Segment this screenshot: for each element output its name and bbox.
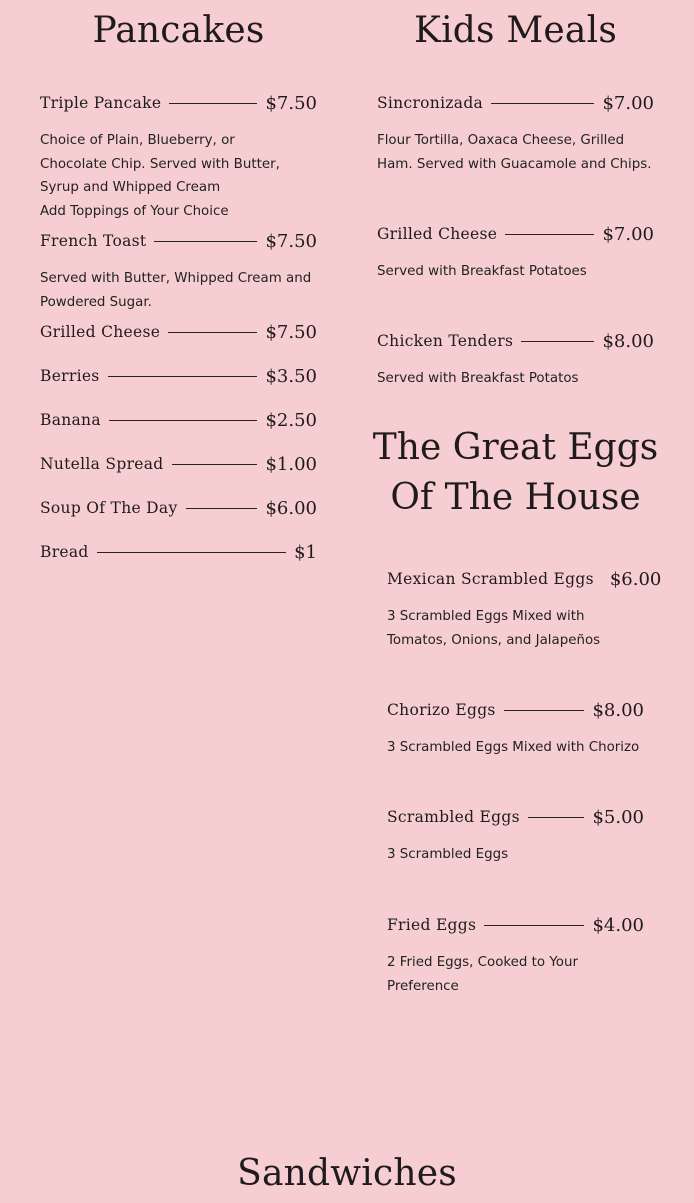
menu-item-chicken-tenders: [377, 329, 654, 391]
item-price: $2.50: [265, 409, 317, 431]
leader-line: [528, 817, 585, 818]
pancakes-title: Pancakes: [92, 10, 265, 51]
item-description: Served with Breakfast Potatos: [377, 371, 579, 386]
leader-line: [154, 241, 257, 242]
item-price: $7.50: [265, 321, 317, 343]
menu-item-banana: [40, 408, 317, 432]
menu-item-sincronizada: [377, 91, 654, 176]
menu-item-soup-of-the-day: [40, 496, 317, 520]
item-description: Served with Breakfast Potatoes: [377, 264, 587, 279]
item-price: $7.50: [265, 92, 317, 114]
item-price: $4.00: [592, 914, 644, 936]
menu-item-scrambled-eggs: [387, 805, 644, 867]
item-description: Choice of Plain, Blueberry, or Chocolate Chip. Served with Butter, Syrup and Whipped Cream Add Toppings of Your Choice: [40, 133, 280, 219]
item-price: $8.00: [592, 699, 644, 721]
leader-line: [168, 332, 257, 333]
menu-item-bread: [40, 540, 317, 564]
menu-item-berries: [40, 364, 317, 388]
item-price: $5.00: [592, 806, 644, 828]
eggs-title: The Great Eggs Of The House: [372, 427, 659, 518]
menu-item-kids-grilled-cheese: [377, 222, 654, 284]
item-description: 3 Scrambled Eggs Mixed with Chorizo: [387, 740, 640, 755]
menu-item-french-toast: [40, 229, 317, 314]
item-price: $6.00: [609, 568, 662, 590]
leader-line: [504, 710, 585, 711]
item-name: Soup Of The Day: [40, 499, 178, 517]
item-price: $7.00: [602, 223, 654, 245]
item-name: Chorizo Eggs: [387, 701, 496, 719]
leader-line: [491, 103, 594, 104]
item-name: Nutella Spread: [40, 455, 164, 473]
leader-line: [484, 925, 584, 926]
menu-item-triple-pancake: [40, 91, 317, 223]
leader-line: [521, 341, 594, 342]
item-description: 2 Fried Eggs, Cooked to Your Preference: [387, 955, 578, 994]
item-name: Chicken Tenders: [377, 332, 514, 350]
menu-item-chorizo-eggs: [387, 698, 644, 760]
menu-item-mexican-scrambled-eggs: [387, 567, 662, 652]
leader-line: [169, 103, 257, 104]
leader-line: [108, 376, 258, 377]
item-name: Fried Eggs: [387, 916, 477, 934]
item-name: Grilled Cheese: [377, 225, 498, 243]
leader-line: [505, 234, 594, 235]
sandwiches-title: Sandwiches: [237, 1153, 457, 1194]
leader-line: [172, 464, 258, 465]
menu-item-nutella-spread: [40, 452, 317, 476]
item-description: 3 Scrambled Eggs: [387, 847, 509, 862]
item-name: Sincronizada: [377, 94, 484, 112]
leader-line: [186, 508, 258, 509]
item-name: Bread: [40, 543, 89, 561]
item-name: French Toast: [40, 232, 147, 250]
item-description: 3 Scrambled Eggs Mixed with Tomatos, Onions, and Jalapeños: [387, 609, 601, 648]
item-price: $6.00: [265, 497, 317, 519]
item-price: $7.00: [602, 92, 654, 114]
item-price: $7.50: [265, 230, 317, 252]
leader-line: [97, 552, 286, 553]
item-name: Triple Pancake: [40, 94, 162, 112]
item-price: $3.50: [265, 365, 317, 387]
item-description: Flour Tortilla, Oaxaca Cheese, Grilled Ham. Served with Guacamole and Chips.: [377, 133, 652, 172]
item-name: Mexican Scrambled Eggs: [387, 570, 594, 588]
item-name: Banana: [40, 411, 101, 429]
item-price: $1.00: [265, 453, 317, 475]
item-price: $1: [294, 541, 317, 563]
item-price: $8.00: [602, 330, 654, 352]
menu-item-grilled-cheese: [40, 320, 317, 344]
item-name: Scrambled Eggs: [387, 808, 520, 826]
item-name: Berries: [40, 367, 100, 385]
kids-meals-title: Kids Meals: [414, 10, 617, 51]
leader-line: [109, 420, 258, 421]
menu-item-fried-eggs: [387, 913, 644, 998]
item-description: Served with Butter, Whipped Cream and Powdered Sugar.: [40, 271, 312, 310]
item-name: Grilled Cheese: [40, 323, 161, 341]
